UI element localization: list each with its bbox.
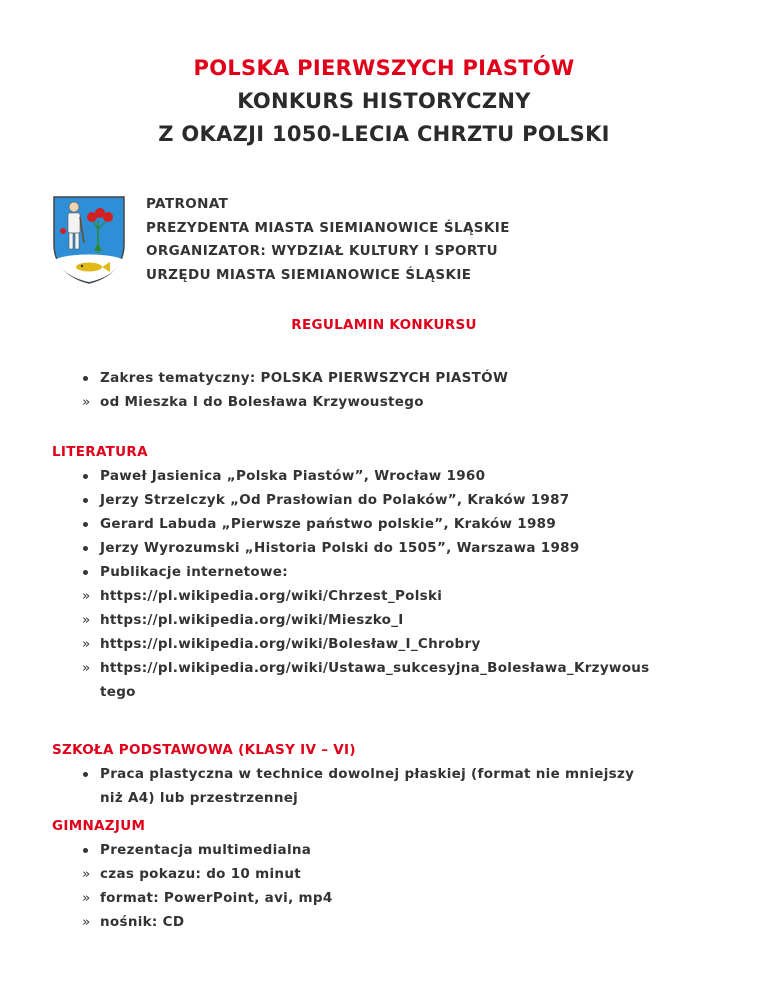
bullet-icon [83,498,88,503]
list-item: Jerzy Strzelczyk „Od Prasłowian do Polaków”, Kraków 1987 [52,488,742,512]
city-coat-of-arms-icon [50,193,128,285]
list-item: » format: PowerPoint, avi, mp4 [52,886,742,910]
list-item: Paweł Jasienica „Polska Piastów”, Wrocław 1960 [52,464,742,488]
link-item[interactable]: » https://pl.wikipedia.org/wiki/Mieszko_I [52,608,742,632]
patronage-line-2: PREZYDENTA MIASTA SIEMIANOWICE ŚLĄSKIE [146,219,510,236]
list-item: Jerzy Wyrozumski „Historia Polski do 1505”, Warszawa 1989 [52,536,742,560]
link-item[interactable]: » https://pl.wikipedia.org/wiki/Chrzest_Polski [52,584,742,608]
list-item: Praca plastyczna w technice dowolnej płaskiej (format nie mniejszy niż A4) lub przestrzennej [52,762,742,810]
document-title [0,52,768,151]
list-item: Prezentacja multimedialna [52,838,742,862]
list-item: » czas pokazu: do 10 minut [52,862,742,886]
arrow-bullet-icon: » [82,394,91,410]
arrow-bullet-icon: » [82,588,91,604]
bullet-icon [83,474,88,479]
section-heading: GIMNAZJUM [52,818,146,834]
title-line-2: KONKURS HISTORYCZNY [237,89,531,113]
list-item: Publikacje internetowe: [52,560,742,584]
arrow-bullet-icon: » [82,636,91,652]
middle-school-section [52,814,742,934]
patronage-text [146,193,510,287]
patronage-block [50,193,730,293]
arrow-bullet-icon: » [82,866,91,882]
scope-section [52,366,742,414]
title-line-1: POLSKA PIERWSZYCH PIASTÓW [193,56,575,80]
link-item[interactable]: » https://pl.wikipedia.org/wiki/Bolesław_I_Chrobry [52,632,742,656]
regulations-title: REGULAMIN KONKURSU [291,317,477,333]
title-line-3: Z OKAZJI 1050-LECIA CHRZTU POLSKI [158,122,610,146]
patronage-line-3: ORGANIZATOR: WYDZIAŁ KULTURY I SPORTU [146,243,499,259]
arrow-bullet-icon: » [82,914,91,930]
literature-section [52,440,742,704]
bullet-icon [83,546,88,551]
list-item: Gerard Labuda „Pierwsze państwo polskie”, Kraków 1989 [52,512,742,536]
arrow-bullet-icon: » [82,890,91,906]
link-item[interactable]: » https://pl.wikipedia.org/wiki/Ustawa_sukcesyjna_Bolesława_Krzywous tego [52,656,742,704]
bullet-icon [83,570,88,575]
bullet-icon [83,848,88,853]
list-item: » nośnik: CD [52,910,742,934]
arrow-bullet-icon: » [82,612,91,628]
list-item: Zakres tematyczny: POLSKA PIERWSZYCH PIASTÓW [52,366,742,390]
list-item: » od Mieszka I do Bolesława Krzywoustego [52,390,742,414]
section-heading: SZKOŁA PODSTAWOWA (KLASY IV – VI) [52,742,356,758]
section-heading: LITERATURA [52,444,148,460]
bullet-icon [83,522,88,527]
bullet-icon [83,772,88,777]
primary-school-section [52,738,742,810]
bullet-icon [83,376,88,381]
arrow-bullet-icon: » [82,660,91,676]
patronage-line-1: PATRONAT [146,196,229,212]
patronage-line-4: URZĘDU MIASTA SIEMIANOWICE ŚLĄSKIE [146,266,472,283]
